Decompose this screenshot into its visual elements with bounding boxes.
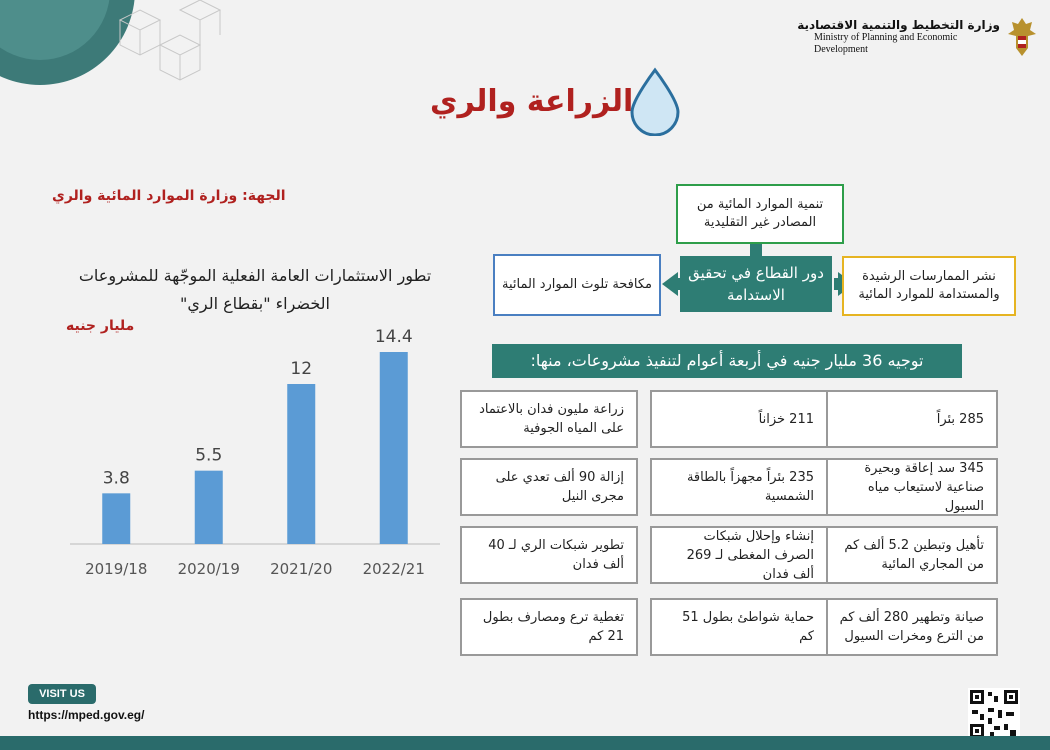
visit-us-badge[interactable]: VISIT US xyxy=(28,684,96,704)
goal-nonconventional-resources: تنمية الموارد المائية من المصادر غير التقليدية xyxy=(676,184,844,244)
qr-code-icon xyxy=(968,688,1020,740)
ministry-name-en: Ministry of Planning and Economic Development xyxy=(814,32,958,55)
x-tick-label: 2022/21 xyxy=(362,560,425,578)
page-title: الزراعة والري xyxy=(430,84,634,119)
x-tick-label: 2019/18 xyxy=(85,560,148,578)
project-card: 235 بئراً مجهزاً بالطاقة الشمسية xyxy=(650,458,828,516)
project-card: 211 خزاناً xyxy=(650,390,828,448)
entity-label: الجهة: وزارة الموارد المائية والري xyxy=(52,188,286,204)
bar-value-label: 12 xyxy=(290,359,313,379)
x-tick-label: 2020/19 xyxy=(177,560,240,578)
project-card: تأهيل وتبطين 5.2 ألف كم من المجاري المائية xyxy=(820,526,998,584)
ministry-name-ar: وزارة التخطيط والتنمية الاقتصادية xyxy=(797,18,1000,32)
bar-2019/18 xyxy=(102,493,130,544)
project-card: إنشاء وإحلال شبكات الصرف المغطى لـ 269 ألف فدان xyxy=(650,526,828,584)
x-tick-label: 2021/20 xyxy=(270,560,333,578)
chart-title: تطور الاستثمارات العامة الفعلية الموجّهة للمشروعات الخضراء "بقطاع الري" xyxy=(78,266,432,313)
bar-2022/21 xyxy=(380,352,408,544)
bar-value-label: 5.5 xyxy=(195,445,223,466)
website-link[interactable]: https://mped.gov.eg/ xyxy=(28,708,145,722)
bar-value-label: 14.4 xyxy=(374,327,413,347)
project-card: 285 بئراً xyxy=(820,390,998,448)
project-card: 345 سد إعاقة وبحيرة صناعية لاستيعاب مياه السيول xyxy=(820,458,998,516)
project-card: صيانة وتطهير 280 ألف كم من الترع ومخرات السيول xyxy=(820,598,998,656)
project-card: تغطية ترع ومصارف بطول 21 كم xyxy=(460,598,638,656)
goal-sustainable-practices: نشر الممارسات الرشيدة والمستدامة للموارد المائية xyxy=(842,256,1016,316)
project-card: حماية شواطئ بطول 51 كم xyxy=(650,598,828,656)
chart-unit: مليار جنيه xyxy=(66,318,135,334)
investment-bar-chart xyxy=(60,320,450,590)
project-card: زراعة مليون فدان بالاعتماد على المياه الجوفية xyxy=(460,390,638,448)
goal-pollution-control: مكافحة تلوث الموارد المائية xyxy=(493,254,661,316)
ministry-name xyxy=(780,18,1000,56)
water-drop-icon xyxy=(626,66,684,136)
bar-2020/19 xyxy=(195,471,223,544)
project-card: إزالة 90 ألف تعدي على مجرى النيل xyxy=(460,458,638,516)
cube-pattern xyxy=(110,0,230,120)
sector-role-box: دور القطاع في تحقيق الاستدامة xyxy=(680,256,832,312)
investment-banner: توجيه 36 مليار جنيه في أربعة أعوام لتنفيذ مشروعات، منها: xyxy=(492,344,962,378)
project-card: تطوير شبكات الري لـ 40 ألف فدان xyxy=(460,526,638,584)
egypt-eagle-emblem xyxy=(1006,16,1038,60)
bar-value-label: 3.8 xyxy=(102,468,130,489)
footer-bar xyxy=(0,736,1050,750)
bar-2021/20 xyxy=(287,384,315,544)
